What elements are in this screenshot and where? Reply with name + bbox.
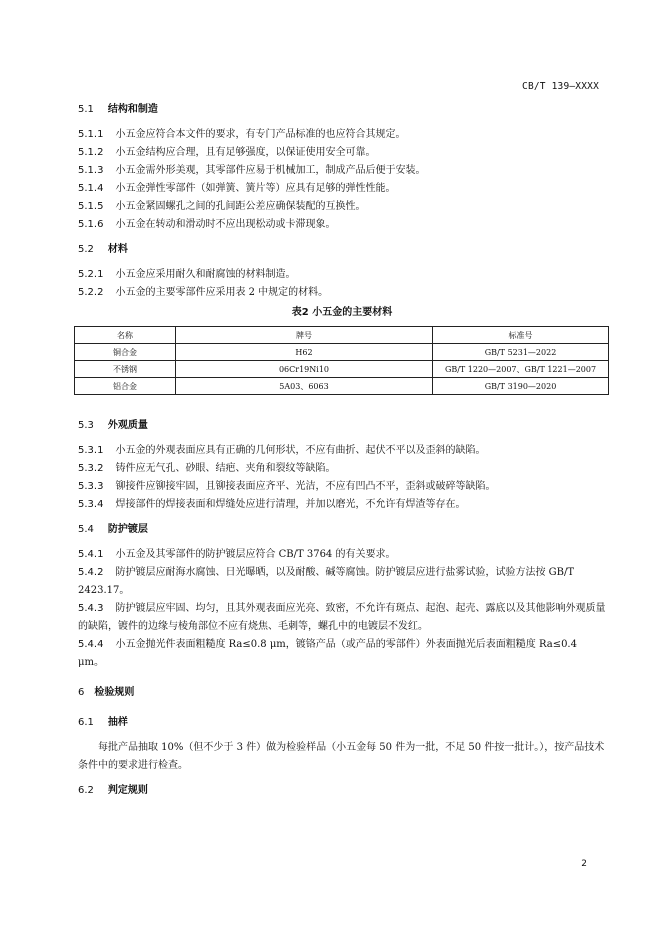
clause-text: 小五金应符合本文件的要求，有专门产品标准的也应符合其规定。 xyxy=(115,129,406,140)
clause-number: 5.3.4 xyxy=(78,499,104,510)
clause-5-1-1 xyxy=(78,126,606,144)
clause-5-1-4 xyxy=(78,180,606,198)
section-title: 外观质量 xyxy=(107,420,148,431)
clause-number: 5.2.1 xyxy=(78,269,104,280)
section-heading-5-3 xyxy=(78,417,606,435)
clause-number: 5.1.3 xyxy=(78,165,104,176)
section-title: 判定规则 xyxy=(107,785,148,796)
page-number: 2 xyxy=(581,859,587,869)
clause-number: 5.2.2 xyxy=(78,287,104,298)
header-cell-name: 名称 xyxy=(75,327,176,344)
section-heading-5-1 xyxy=(78,101,606,119)
section-heading-6-2 xyxy=(78,782,606,800)
clause-text: 小五金抛光件表面粗糙度 Ra≤0.8 μm，镀铬产品（或产品的零部件）外表面抛光后表面粗糙度 Ra≤0.4 μm。 xyxy=(78,639,577,668)
clause-text: 防护镀层应牢固、均匀，且其外观表面应光亮、致密，不允许有斑点、起泡、起壳、露底以及其他影响外观质量的缺陷，镀件的边缘与棱角部位不应有烧焦、毛刺等，螺孔中的电镀层不发红。 xyxy=(78,603,606,632)
document-body xyxy=(78,101,606,800)
table-cell: 铝合金 xyxy=(75,378,176,395)
clause-5-3-2 xyxy=(78,460,606,478)
clause-number: 5.4.1 xyxy=(78,549,104,560)
clause-5-3-4 xyxy=(78,496,606,514)
table-cell: 不锈钢 xyxy=(75,361,176,378)
clause-5-1-6 xyxy=(78,216,606,234)
clause-number: 5.3.1 xyxy=(78,445,104,456)
chapter-title: 检验规则 xyxy=(94,687,135,698)
sampling-paragraph: 每批产品抽取 10%（但不少于 3 件）做为检验样品（小五金每 50 件为一批，不足 50 件按一批计。），按产品技术条件中的要求进行检查。 xyxy=(78,742,605,771)
clause-number: 5.3.2 xyxy=(78,463,104,474)
table-cell: 铜合金 xyxy=(75,344,176,361)
table-cell: 06Cr19Ni10 xyxy=(176,361,433,378)
clause-text: 小五金紧固螺孔之间的孔间距公差应确保装配的互换性。 xyxy=(115,201,366,212)
table-cell: 5A03、6063 xyxy=(176,378,433,395)
clause-text: 小五金的主要零部件应采用表 2 中规定的材料。 xyxy=(115,287,329,298)
clause-5-4-4 xyxy=(78,636,606,672)
section-heading-5-4 xyxy=(78,521,606,539)
clause-number: 5.1.5 xyxy=(78,201,104,212)
section-title: 抽样 xyxy=(107,717,128,728)
clause-number: 5.1.1 xyxy=(78,129,104,140)
section-title: 防护镀层 xyxy=(107,524,148,535)
clause-5-2-1 xyxy=(78,266,606,284)
table-row xyxy=(75,378,609,395)
header-cell-standard: 标准号 xyxy=(433,327,609,344)
clause-text: 焊接部件的焊接表面和焊缝处应进行清理，并加以磨光，不允许有焊渣等存在。 xyxy=(115,499,466,510)
table-header-row xyxy=(75,327,609,344)
clause-5-4-1 xyxy=(78,546,606,564)
clause-number: 5.1.2 xyxy=(78,147,104,158)
clause-number: 5.4.3 xyxy=(78,603,104,614)
clause-text: 小五金在转动和滑动时不应出现松动或卡滞现象。 xyxy=(115,219,336,230)
table-row xyxy=(75,361,609,378)
section-heading-6-1 xyxy=(78,714,606,732)
materials-table xyxy=(74,326,609,395)
section-number: 5.1 xyxy=(78,104,94,115)
clause-number: 5.4.2 xyxy=(78,567,104,578)
clause-5-4-2 xyxy=(78,564,606,600)
clause-number: 5.4.4 xyxy=(78,639,104,650)
section-heading-5-2 xyxy=(78,241,606,259)
clause-5-3-3 xyxy=(78,478,606,496)
clause-text: 防护镀层应耐海水腐蚀、日光曝晒，以及耐酸、碱等腐蚀。防护镀层应进行盐雾试验，试验方法按 GB/T 2423.17。 xyxy=(78,567,575,596)
chapter-number: 6 xyxy=(78,687,85,698)
clause-text: 小五金应采用耐久和耐腐蚀的材料制造。 xyxy=(115,269,296,280)
clause-text: 小五金及其零部件的防护镀层应符合 CB/T 3764 的有关要求。 xyxy=(115,549,396,560)
section-number: 6.2 xyxy=(78,785,94,796)
clause-text: 铸件应无气孔、砂眼、结疤、夹角和裂纹等缺陷。 xyxy=(115,463,336,474)
clause-text: 小五金结构应合理，且有足够强度，以保证使用安全可靠。 xyxy=(115,147,376,158)
clause-5-3-1 xyxy=(78,442,606,460)
clause-text: 小五金需外形美观，其零部件应易于机械加工，制成产品后便于安装。 xyxy=(115,165,426,176)
clause-text: 小五金弹性零部件（如弹簧、簧片等）应具有足够的弹性性能。 xyxy=(115,183,396,194)
clause-5-1-3 xyxy=(78,162,606,180)
document-code: CB/T 139—XXXX xyxy=(522,81,599,92)
clause-5-4-3 xyxy=(78,600,606,636)
clause-5-1-2 xyxy=(78,144,606,162)
clause-text: 小五金的外观表面应具有正确的几何形状，不应有曲折、起伏不平以及歪斜的缺陷。 xyxy=(115,445,486,456)
clause-number: 5.1.6 xyxy=(78,219,104,230)
clause-5-1-5 xyxy=(78,198,606,216)
section-number: 5.4 xyxy=(78,524,94,535)
clause-5-2-2 xyxy=(78,284,606,302)
section-title: 材料 xyxy=(107,244,128,255)
table-row xyxy=(75,344,609,361)
table-caption: 表2 小五金的主要材料 xyxy=(291,307,393,318)
clause-number: 5.3.3 xyxy=(78,481,104,492)
section-number: 5.3 xyxy=(78,420,94,431)
clause-text: 铆接件应铆接牢固，且铆接表面应齐平、光洁，不应有凹凸不平，歪斜或破碎等缺陷。 xyxy=(115,481,496,492)
table-cell: GB/T 1220—2007、GB/T 1221—2007 xyxy=(433,361,609,378)
table-cell: H62 xyxy=(176,344,433,361)
clause-number: 5.1.4 xyxy=(78,183,104,194)
header-cell-grade: 牌号 xyxy=(176,327,433,344)
section-number: 5.2 xyxy=(78,244,94,255)
section-number: 6.1 xyxy=(78,717,94,728)
table-cell: GB/T 5231—2022 xyxy=(433,344,609,361)
section-title: 结构和制造 xyxy=(107,104,158,115)
table-cell: GB/T 3190—2020 xyxy=(433,378,609,395)
chapter-heading-6 xyxy=(78,684,606,702)
